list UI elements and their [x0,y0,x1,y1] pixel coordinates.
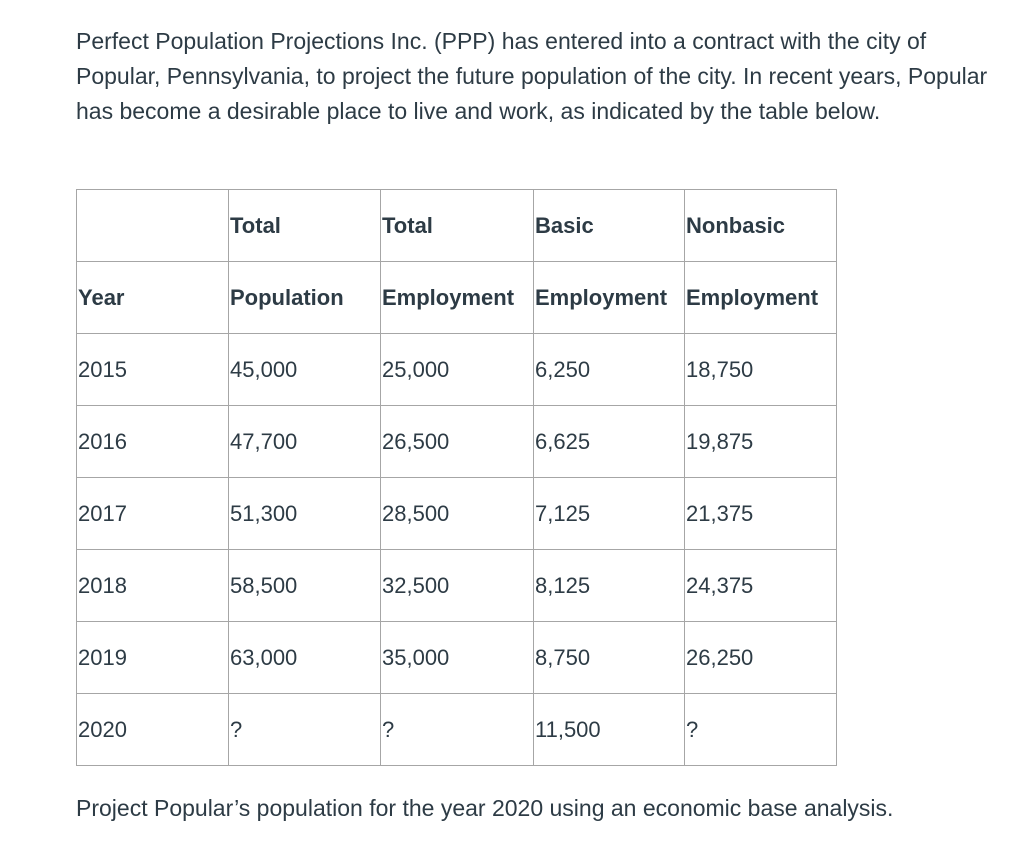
table-row [77,334,837,406]
table-cell: 32,500 [381,550,534,622]
table-cell: ? [685,694,837,766]
table-header-row-1 [77,190,837,262]
question-text: Project Popular’s population for the year 2020 using an economic base analysis. [76,795,894,821]
table-cell: 6,250 [534,334,685,406]
table-cell: 63,000 [229,622,381,694]
table-cell: 24,375 [685,550,837,622]
intro-paragraph: Perfect Population Projections Inc. (PPP) has entered into a contract with the city of Popular, Pennsylvania, to project the future population of the city. In recent years, Popular has become a desirable place to live and work, as indicated by the table below. [76,28,988,124]
table-cell: 2016 [77,406,229,478]
population-employment-table [76,189,837,766]
table-cell: 45,000 [229,334,381,406]
header-cell: Nonbasic [685,190,837,262]
table-cell: 2018 [77,550,229,622]
table-cell: 35,000 [381,622,534,694]
table-cell: 2019 [77,622,229,694]
table-cell: 58,500 [229,550,381,622]
header-cell: Total [381,190,534,262]
header-cell: Employment [381,262,534,334]
table-cell: 26,250 [685,622,837,694]
table-cell: 7,125 [534,478,685,550]
header-cell: Basic [534,190,685,262]
table-cell: 8,125 [534,550,685,622]
table-row [77,406,837,478]
table-row [77,550,837,622]
table-cell: 47,700 [229,406,381,478]
table-cell: 2015 [77,334,229,406]
table-row [77,478,837,550]
table-cell: 8,750 [534,622,685,694]
header-cell: Total [229,190,381,262]
header-cell: Employment [685,262,837,334]
table-cell: 18,750 [685,334,837,406]
header-cell: Population [229,262,381,334]
table-cell: 11,500 [534,694,685,766]
table-cell: 6,625 [534,406,685,478]
table-header-row-2 [77,262,837,334]
table-cell: 19,875 [685,406,837,478]
table-cell: 51,300 [229,478,381,550]
header-cell [77,190,229,262]
table-cell: ? [229,694,381,766]
table-cell: 21,375 [685,478,837,550]
header-cell: Employment [534,262,685,334]
table-cell: 2017 [77,478,229,550]
table-row [77,622,837,694]
header-cell: Year [77,262,229,334]
table-cell: ? [381,694,534,766]
table-cell: 28,500 [381,478,534,550]
table-cell: 25,000 [381,334,534,406]
table-cell: 26,500 [381,406,534,478]
table-row [77,694,837,766]
table-cell: 2020 [77,694,229,766]
